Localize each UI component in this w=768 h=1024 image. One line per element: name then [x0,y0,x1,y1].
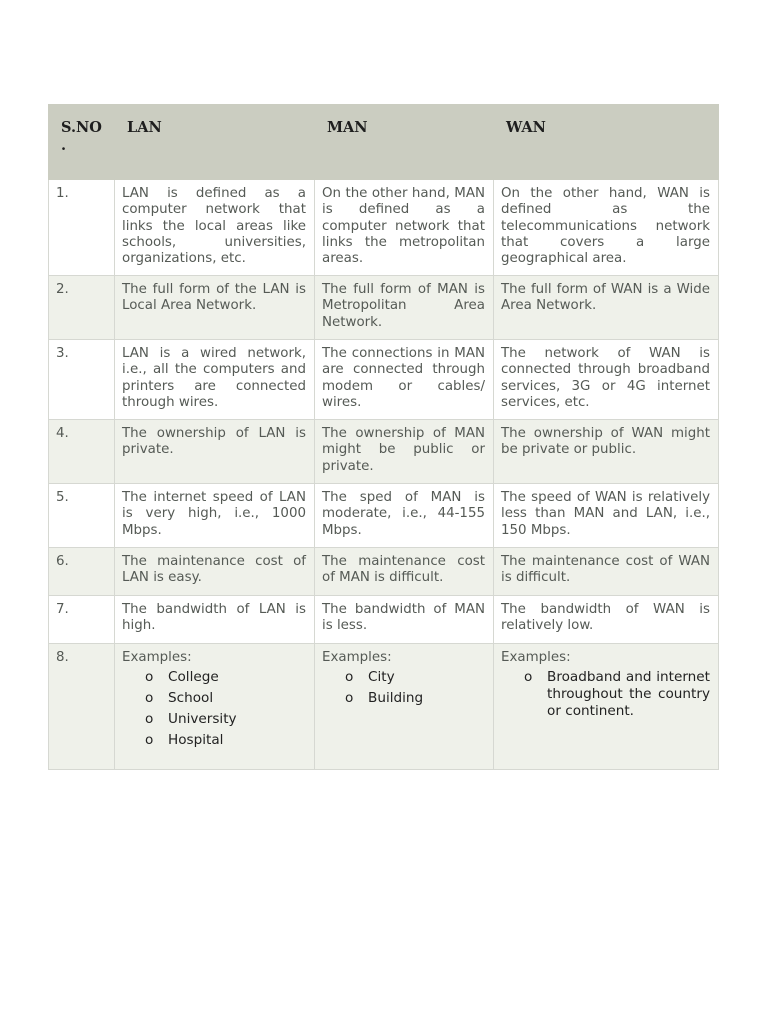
bullet-icon: o [524,669,533,686]
row-number: 5. [49,484,115,548]
list-item: o Hospital [145,732,224,749]
wan-cell: The ownership of WAN might be private or public. [494,420,719,484]
table-row [49,596,719,644]
table-row [49,340,719,420]
row-number: 1. [49,180,115,276]
list-item: o University [145,711,237,728]
network-comparison-table [48,104,719,770]
lan-cell: The ownership of LAN is private. [115,420,315,484]
bullet-icon: o [145,669,154,686]
row-number: 3. [49,340,115,420]
header-man: MAN [315,105,494,180]
row-number: 8. [49,644,115,770]
list-item: o City [345,669,395,686]
lan-cell: The bandwidth of LAN is high. [115,596,315,644]
table-row [49,180,719,276]
lan-cell: The maintenance cost of LAN is easy. [115,548,315,596]
examples-label: Examples: [322,650,392,665]
table-row [49,276,719,340]
wan-examples-list [501,669,710,720]
wan-cell: The maintenance cost of WAN is difficult. [494,548,719,596]
bullet-icon: o [145,690,154,707]
wan-cell: The network of WAN is connected through broadband services, 3G or 4G internet services, etc. [494,340,719,420]
wan-cell: The speed of WAN is relatively less than MAN and LAN, i.e., 150 Mbps. [494,484,719,548]
header-lan: LAN [115,105,315,180]
bullet-icon: o [345,690,354,707]
header-wan: WAN [494,105,719,180]
lan-examples-list [122,669,306,749]
wan-cell: On the other hand, WAN is defined as the telecommunications network that covers a large geographical area. [494,180,719,276]
man-examples-list [322,669,485,707]
man-cell: The maintenance cost of MAN is difficult. [315,548,494,596]
bullet-icon: o [345,669,354,686]
man-cell: The full form of MAN is Metropolitan Area Network. [315,276,494,340]
wan-cell: The full form of WAN is a Wide Area Network. [494,276,719,340]
row-number: 4. [49,420,115,484]
lan-examples-cell [115,644,315,770]
examples-label: Examples: [501,650,571,665]
list-item: o Broadband and internet throughout the country or continent. [524,669,710,720]
man-cell: The connections in MAN are connected through modem or cables/ wires. [315,340,494,420]
row-number: 7. [49,596,115,644]
lan-cell: LAN is a wired network, i.e., all the computers and printers are connected through wires. [115,340,315,420]
lan-cell: The internet speed of LAN is very high, i.e., 1000 Mbps. [115,484,315,548]
table-row [49,484,719,548]
lan-cell: The full form of the LAN is Local Area Network. [115,276,315,340]
table-row [49,548,719,596]
list-item: o Building [345,690,424,707]
wan-examples-cell [494,644,719,770]
bullet-icon: o [145,711,154,728]
row-number: 6. [49,548,115,596]
header-row [49,105,719,180]
man-cell: On the other hand, MAN is defined as a computer network that links the metropolitan areas. [315,180,494,276]
man-examples-cell [315,644,494,770]
bullet-icon: o [145,732,154,749]
header-sno: S.NO . [49,105,115,180]
wan-cell: The bandwidth of WAN is relatively low. [494,596,719,644]
row-number: 2. [49,276,115,340]
list-item: o School [145,690,214,707]
list-item: o College [145,669,219,686]
examples-row [49,644,719,770]
man-cell: The sped of MAN is moderate, i.e., 44-155 Mbps. [315,484,494,548]
table-row [49,420,719,484]
man-cell: The bandwidth of MAN is less. [315,596,494,644]
man-cell: The ownership of MAN might be public or private. [315,420,494,484]
examples-label: Examples: [122,650,192,665]
lan-cell: LAN is defined as a computer network that links the local areas like schools, universities, organizations, etc. [115,180,315,276]
